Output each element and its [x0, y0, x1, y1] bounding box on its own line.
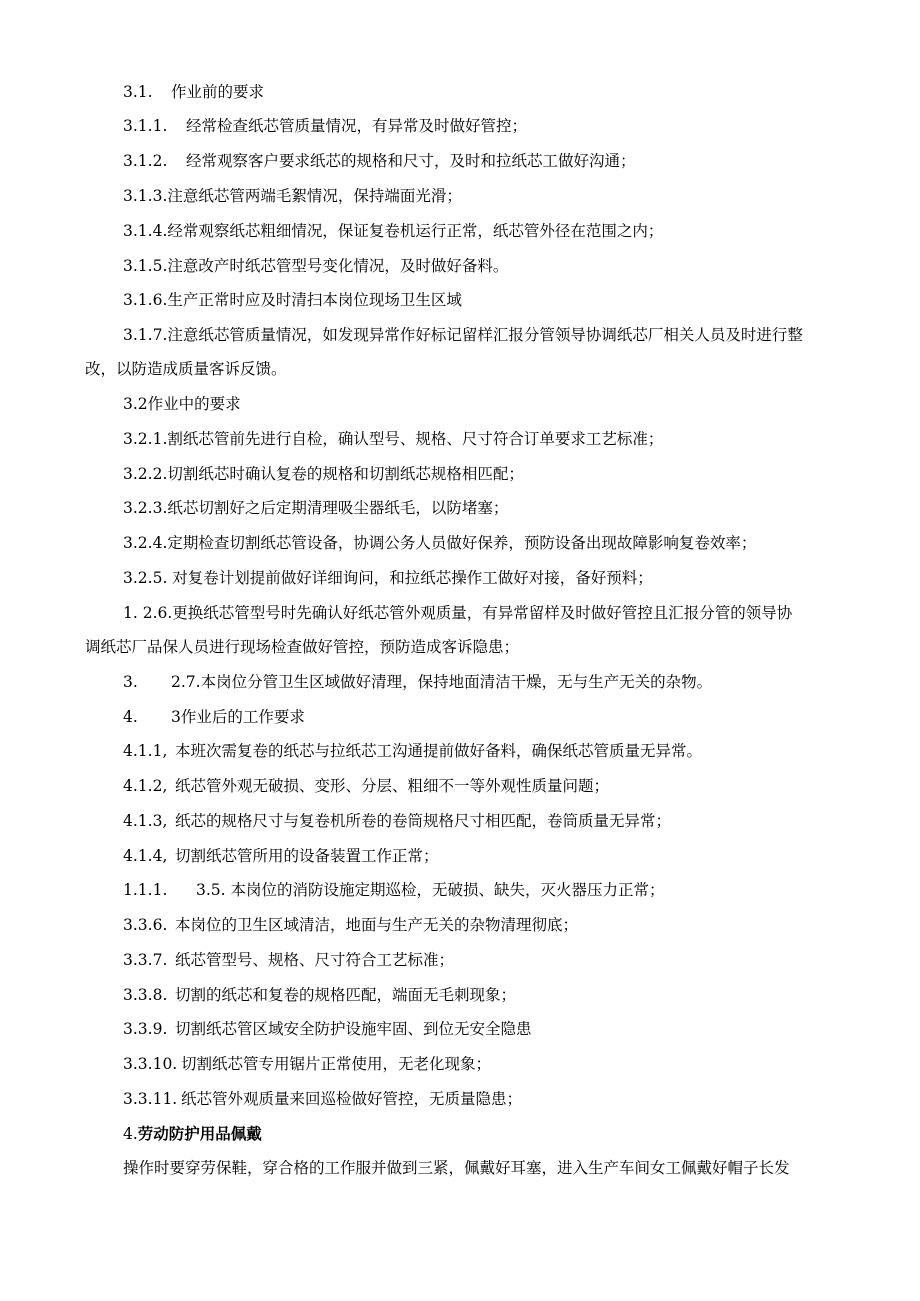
item-text: 切割纸芯管区域安全防护设施牢固、到位无安全隐患 [175, 1020, 532, 1038]
item-2-6-line2: 调纸芯厂品保人员进行现场检查做好管控，预防造成客诉隐患； [85, 638, 520, 656]
item-4-1-2 [123, 776, 609, 796]
section-3-2: 3.2作业中的要求 [123, 395, 241, 413]
item-3-1-2 [123, 151, 636, 171]
item-3-1-5: 3.1.5.注意改产时纸芯管型号变化情况，及时做好备料。 [123, 257, 509, 275]
section-4-body: 操作时要穿劳保鞋，穿合格的工作服并做到三紧，佩戴好耳塞，进入生产车间女工佩戴好帽子长发 [123, 1159, 790, 1177]
item-1-1-1 [123, 880, 665, 900]
section-title: 劳动防护用品佩戴 [137, 1125, 262, 1143]
item-4-1-3 [123, 811, 671, 831]
item-3-3-7 [123, 950, 454, 970]
section-text: 3作业后的工作要求 [171, 708, 305, 726]
item-3-3-6 [123, 915, 578, 935]
item-number: 3.3.8. [123, 986, 168, 1004]
item-3-3-10 [123, 1054, 491, 1074]
item-number: 3.3.6. [123, 916, 168, 934]
item-text: 纸芯管型号、规格、尺寸符合工艺标准； [175, 951, 455, 969]
item-3-3-11 [123, 1089, 522, 1109]
item-3-2-1: 3.2.1.割纸芯管前先进行自检，确认型号、规格、尺寸符合订单要求工艺标准； [123, 430, 664, 448]
item-text: 2.7.本岗位分管卫生区域做好清理，保持地面清洁干燥，无与生产无关的杂物。 [171, 673, 713, 691]
item-number: 3.1.2. [123, 152, 168, 170]
section-4-heading [123, 1124, 262, 1144]
item-number: 3.3.9. [123, 1020, 168, 1038]
item-text: 纸芯的规格尺寸与复卷机所卷的卷筒规格尺寸相匹配，卷筒质量无异常； [175, 812, 672, 830]
item-number: 1.1.1. [123, 881, 168, 899]
item-3-2-3: 3.2.3.纸芯切割好之后定期清理吸尘器纸毛，以防堵塞； [123, 499, 509, 517]
item-3-1-1 [123, 116, 527, 136]
section-number: 4. [123, 1125, 138, 1143]
item-number: 3.3.10. [123, 1055, 178, 1073]
item-number: 4.1.1, [123, 742, 168, 760]
item-number: 3.3.7. [123, 951, 168, 969]
section-3-1 [123, 82, 264, 102]
item-text: 纸芯管外观无破损、变形、分层、粗细不一等外观性质量问题； [175, 777, 610, 795]
item-3-1-7-line2: 改，以防造成质量客诉反馈。 [85, 360, 287, 378]
item-4-1-1 [123, 741, 702, 761]
item-text: 本岗位的卫生区域清洁，地面与生产无关的杂物清理彻底； [175, 916, 579, 934]
item-3-3-9 [123, 1019, 532, 1039]
item-text: 3.5. 本岗位的消防设施定期巡检，无破损、缺失，灭火器压力正常； [196, 881, 665, 899]
item-text: 经常观察客户要求纸芯的规格和尺寸，及时和拉纸芯工做好沟通； [186, 152, 636, 170]
item-3-3-8 [123, 985, 516, 1005]
item-3-2-2: 3.2.2.切割纸芯时确认复卷的规格和切割纸芯规格相匹配； [123, 465, 524, 483]
item-number: 3.1.1. [123, 117, 168, 135]
item-number: 3. [123, 673, 138, 691]
item-number: 4.1.2, [123, 777, 168, 795]
item-text: 纸芯管外观质量来回巡检做好管控，无质量隐患； [181, 1090, 523, 1108]
item-3-2-4: 3.2.4.定期检查切割纸芯管设备，协调公务人员做好保养，预防设备出现故障影响复卷效率； [123, 534, 757, 552]
item-number: 4.1.4, [123, 847, 168, 865]
section-after-work [123, 707, 305, 727]
item-2-6-line1: 1. 2.6.更换纸芯管型号时先确认好纸芯管外观质量，有异常留样及时做好管控且汇报分管的领导协 [123, 604, 793, 622]
item-text: 切割纸芯管所用的设备装置工作正常； [175, 847, 439, 865]
item-3-1-4: 3.1.4.经常观察纸芯粗细情况，保证复卷机运行正常，纸芯管外径在范围之内； [123, 222, 664, 240]
item-3-1-7-line1: 3.1.7.注意纸芯管质量情况，如发现异常作好标记留样汇报分管领导协调纸芯厂相关人员及时进行整 [123, 326, 803, 344]
item-text: 切割纸芯管专用锯片正常使用，无老化现象； [181, 1055, 492, 1073]
item-2-7 [123, 672, 712, 692]
item-number: 3.3.11. [123, 1090, 178, 1108]
section-number: 3.1. [123, 83, 153, 101]
item-3-2-5: 3.2.5. 对复卷计划提前做好详细询问，和拉纸芯操作工做好对接，备好预料； [123, 569, 653, 587]
section-text: 作业前的要求 [171, 83, 265, 101]
item-3-1-3: 3.1.3.注意纸芯管两端毛絮情况，保持端面光滑； [123, 187, 462, 205]
item-4-1-4 [123, 846, 439, 866]
item-3-1-6: 3.1.6.生产正常时应及时清扫本岗位现场卫生区域 [123, 291, 462, 309]
item-text: 经常检查纸芯管质量情况，有异常及时做好管控； [186, 117, 528, 135]
item-text: 切割的纸芯和复卷的规格匹配，端面无毛刺现象； [175, 986, 517, 1004]
item-number: 4.1.3, [123, 812, 168, 830]
item-text: 本班次需复卷的纸芯与拉纸芯工沟通提前做好备料，确保纸芯管质量无异常。 [175, 742, 703, 760]
section-number: 4. [123, 708, 138, 726]
